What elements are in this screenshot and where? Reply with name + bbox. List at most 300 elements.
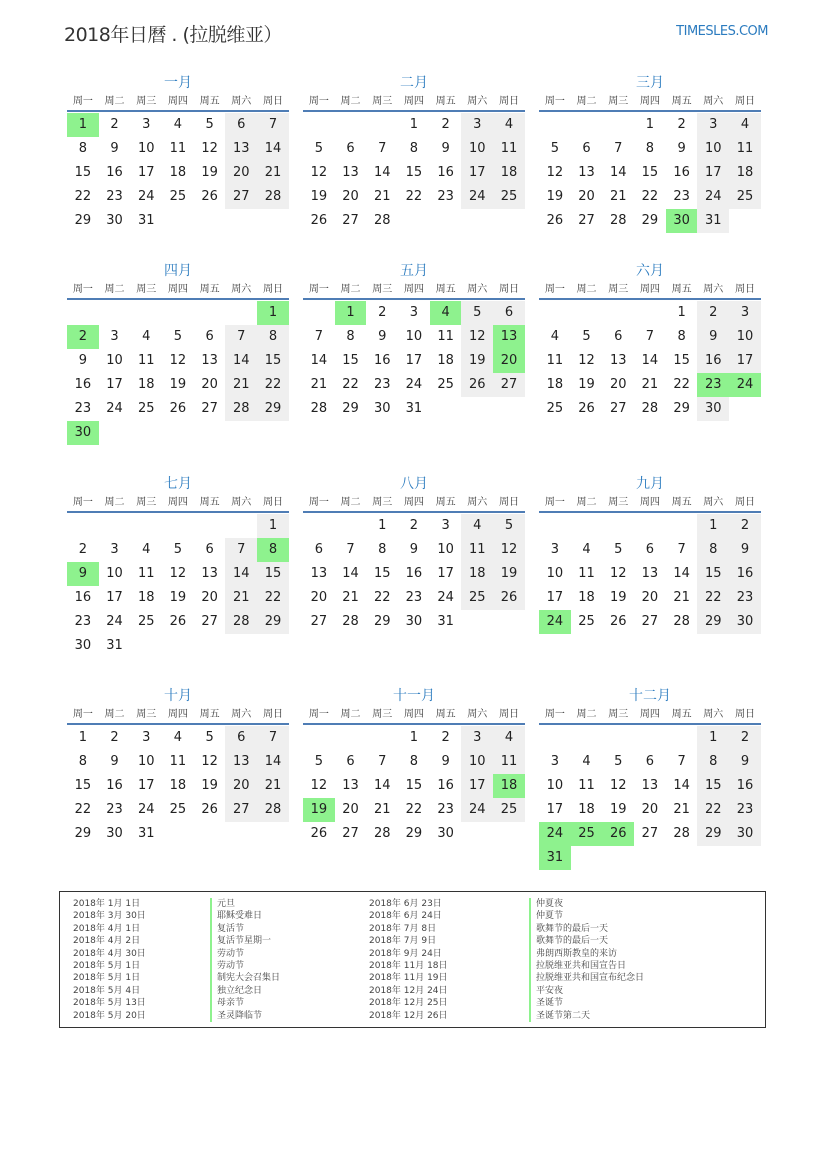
day-cell: 22 xyxy=(673,377,690,392)
day-cell: 17 xyxy=(106,377,123,392)
day-cell: 16 xyxy=(74,590,92,605)
month-12 xyxy=(539,685,761,870)
holiday-name: 歌舞节的最后一天 xyxy=(529,923,644,935)
empty-cell xyxy=(194,822,226,846)
week-row xyxy=(303,325,525,349)
week-row xyxy=(539,301,761,325)
day-cell: 25 xyxy=(493,185,525,209)
day-cell: 13 xyxy=(225,750,257,774)
month-title: 二月 xyxy=(400,75,428,91)
day-cell: 10 xyxy=(546,778,564,793)
day-cell: 4 xyxy=(173,730,183,745)
empty-cell xyxy=(335,514,367,538)
month-9 xyxy=(539,473,761,634)
weekday-label: 周二 xyxy=(340,96,361,107)
empty-cell xyxy=(162,421,194,445)
empty-cell xyxy=(666,514,698,538)
weekday-header xyxy=(303,707,525,725)
day-cell: 18 xyxy=(137,377,155,392)
weekday-label: 周三 xyxy=(136,497,157,508)
day-cell: 18 xyxy=(578,802,595,817)
day-cell: 24 xyxy=(106,401,123,416)
day-cell: 3 xyxy=(142,117,151,132)
day-cell: 22 xyxy=(257,373,289,397)
empty-cell xyxy=(257,421,289,445)
holiday-day-cell: 25 xyxy=(571,822,603,846)
day-cell: 16 xyxy=(437,778,454,793)
week-row xyxy=(539,750,761,774)
empty-cell xyxy=(225,421,257,445)
day-cell: 6 xyxy=(205,329,214,344)
empty-cell xyxy=(130,421,162,445)
empty-cell xyxy=(303,726,335,750)
weekday-label: 周六 xyxy=(467,709,488,720)
holiday-day-cell: 1 xyxy=(257,301,289,325)
empty-cell xyxy=(430,209,462,233)
day-cell: 15 xyxy=(74,165,92,180)
day-cell: 3 xyxy=(110,542,119,557)
weekday-label: 周一 xyxy=(544,497,565,508)
week-row xyxy=(303,822,525,846)
day-cell: 12 xyxy=(310,165,328,180)
day-cell: 11 xyxy=(137,566,155,581)
holiday-day-cell: 19 xyxy=(303,798,335,822)
day-cell: 3 xyxy=(697,113,729,137)
weekday-label: 周五 xyxy=(671,96,692,107)
holiday-name: 劳动节 xyxy=(210,948,280,960)
day-cell: 7 xyxy=(378,754,387,769)
day-cell: 29 xyxy=(697,610,729,634)
day-cell: 10 xyxy=(106,353,123,368)
day-cell: 3 xyxy=(110,329,119,344)
week-row xyxy=(67,586,289,610)
weekday-header xyxy=(539,282,761,300)
day-cell: 4 xyxy=(142,329,151,344)
week-row xyxy=(303,161,525,185)
day-cell: 28 xyxy=(373,826,391,841)
weekday-label: 周二 xyxy=(340,284,361,295)
day-cell: 3 xyxy=(409,305,419,320)
day-cell: 7 xyxy=(225,325,257,349)
week-row xyxy=(67,209,289,233)
holiday-date: 2018年 12月 25日 xyxy=(369,998,448,1009)
day-cell: 18 xyxy=(169,778,187,793)
day-cell: 17 xyxy=(546,802,564,817)
weekday-header xyxy=(303,495,525,513)
day-cell: 13 xyxy=(641,778,659,793)
day-cell: 7 xyxy=(677,754,686,769)
week-row xyxy=(303,798,525,822)
day-cell: 15 xyxy=(257,562,289,586)
day-cell: 11 xyxy=(493,137,525,161)
empty-cell xyxy=(225,634,257,658)
weekday-label: 周二 xyxy=(104,96,125,107)
day-cell: 6 xyxy=(645,542,655,557)
day-cell: 28 xyxy=(342,614,359,629)
month-title: 九月 xyxy=(636,476,664,492)
weekday-label: 周二 xyxy=(104,709,125,720)
day-cell: 12 xyxy=(609,778,627,793)
weekday-label: 周三 xyxy=(608,497,629,508)
empty-cell xyxy=(335,726,367,750)
day-cell: 5 xyxy=(173,329,183,344)
day-cell: 30 xyxy=(437,826,454,841)
month-title: 十一月 xyxy=(393,688,435,704)
day-cell: 15 xyxy=(641,165,659,180)
weekday-label: 周三 xyxy=(136,709,157,720)
empty-cell xyxy=(634,514,666,538)
day-cell: 26 xyxy=(609,614,627,629)
day-cell: 9 xyxy=(441,141,450,156)
day-cell: 26 xyxy=(169,614,187,629)
day-cell: 11 xyxy=(578,566,595,581)
day-cell: 30 xyxy=(697,397,729,421)
day-cell: 27 xyxy=(225,798,257,822)
day-cell: 18 xyxy=(169,165,187,180)
empty-cell xyxy=(398,209,430,233)
day-cell: 15 xyxy=(373,566,391,581)
weekday-label: 周六 xyxy=(703,96,724,107)
day-cell: 19 xyxy=(310,189,328,204)
empty-cell xyxy=(257,634,289,658)
day-cell: 13 xyxy=(201,353,218,368)
day-cell: 1 xyxy=(409,117,419,132)
empty-cell xyxy=(194,514,226,538)
day-cell: 3 xyxy=(461,113,493,137)
day-cell: 12 xyxy=(546,165,564,180)
holiday-list xyxy=(59,891,766,1028)
weekday-header xyxy=(67,94,289,112)
day-cell: 12 xyxy=(169,566,187,581)
weekday-label: 周日 xyxy=(498,96,519,107)
weekday-label: 周一 xyxy=(308,284,329,295)
day-cell: 12 xyxy=(578,353,595,368)
month-title: 一月 xyxy=(164,75,192,91)
week-row xyxy=(67,137,289,161)
week-row xyxy=(539,137,761,161)
day-cell: 25 xyxy=(437,377,454,392)
month-title: 五月 xyxy=(400,263,428,279)
week-row xyxy=(539,325,761,349)
empty-cell xyxy=(697,846,729,870)
weekday-label: 周五 xyxy=(435,96,456,107)
day-cell: 2 xyxy=(729,726,761,750)
day-cell: 25 xyxy=(546,401,564,416)
holiday-date: 2018年 5月 4日 xyxy=(73,985,141,996)
weekday-header xyxy=(67,282,289,300)
day-cell: 9 xyxy=(441,754,450,769)
day-cell: 9 xyxy=(110,141,119,156)
day-cell: 4 xyxy=(461,514,493,538)
day-cell: 9 xyxy=(729,538,761,562)
week-row xyxy=(67,634,289,658)
day-cell: 28 xyxy=(225,397,257,421)
day-cell: 15 xyxy=(257,349,289,373)
day-cell: 18 xyxy=(546,377,564,392)
day-cell: 9 xyxy=(110,754,119,769)
day-cell: 23 xyxy=(405,590,423,605)
day-cell: 21 xyxy=(310,377,328,392)
day-cell: 20 xyxy=(201,377,218,392)
day-cell: 28 xyxy=(641,401,659,416)
day-cell: 17 xyxy=(137,778,155,793)
weekday-label: 周四 xyxy=(403,284,424,295)
day-cell: 22 xyxy=(405,189,423,204)
empty-cell xyxy=(571,301,603,325)
holiday-date: 2018年 3月 30日 xyxy=(73,911,146,922)
weekday-label: 周五 xyxy=(199,284,220,295)
day-cell: 17 xyxy=(546,590,564,605)
weekday-label: 周三 xyxy=(608,709,629,720)
day-cell: 12 xyxy=(493,538,525,562)
day-cell: 22 xyxy=(373,590,391,605)
month-8 xyxy=(303,473,525,634)
day-cell: 10 xyxy=(137,141,155,156)
day-cell: 28 xyxy=(673,614,690,629)
week-row xyxy=(67,325,289,349)
weekday-label: 周四 xyxy=(639,284,660,295)
weekday-label: 周六 xyxy=(467,284,488,295)
day-cell: 12 xyxy=(169,353,187,368)
day-cell: 11 xyxy=(546,353,564,368)
day-cell: 17 xyxy=(437,566,454,581)
day-cell: 8 xyxy=(346,329,355,344)
day-cell: 13 xyxy=(641,566,659,581)
day-cell: 22 xyxy=(74,802,92,817)
day-cell: 11 xyxy=(729,137,761,161)
weekday-header xyxy=(67,495,289,513)
day-cell: 27 xyxy=(342,826,359,841)
day-cell: 27 xyxy=(201,401,218,416)
empty-cell xyxy=(162,822,194,846)
day-cell: 20 xyxy=(641,590,659,605)
day-cell: 25 xyxy=(137,401,155,416)
weekday-label: 周四 xyxy=(639,497,660,508)
day-cell: 23 xyxy=(106,189,123,204)
weekday-label: 周二 xyxy=(340,497,361,508)
day-cell: 14 xyxy=(673,566,690,581)
weekday-header xyxy=(67,707,289,725)
day-cell: 21 xyxy=(257,774,289,798)
empty-cell xyxy=(571,726,603,750)
day-cell: 23 xyxy=(729,586,761,610)
empty-cell xyxy=(634,726,666,750)
day-cell: 26 xyxy=(310,826,328,841)
day-cell: 1 xyxy=(378,518,387,533)
weekday-label: 周三 xyxy=(608,284,629,295)
weekday-label: 周日 xyxy=(734,497,755,508)
empty-cell xyxy=(366,113,398,137)
weekday-label: 周四 xyxy=(403,709,424,720)
month-5 xyxy=(303,260,525,421)
day-cell: 21 xyxy=(225,373,257,397)
day-cell: 9 xyxy=(78,353,87,368)
day-cell: 22 xyxy=(342,377,359,392)
holiday-name: 仲夏夜 xyxy=(529,898,644,910)
day-cell: 14 xyxy=(225,562,257,586)
weekday-label: 周六 xyxy=(231,497,252,508)
day-cell: 6 xyxy=(346,141,355,156)
day-cell: 23 xyxy=(437,189,454,204)
day-cell: 5 xyxy=(314,754,323,769)
day-cell: 28 xyxy=(609,213,627,228)
weekday-label: 周五 xyxy=(199,709,220,720)
weekday-label: 周六 xyxy=(703,709,724,720)
day-cell: 7 xyxy=(614,141,623,156)
weekday-label: 周三 xyxy=(372,284,393,295)
weekday-label: 周一 xyxy=(544,284,565,295)
empty-cell xyxy=(729,209,761,233)
day-cell: 1 xyxy=(645,117,655,132)
day-cell: 3 xyxy=(550,754,559,769)
empty-cell xyxy=(493,822,525,846)
week-row xyxy=(67,726,289,750)
day-cell: 31 xyxy=(137,213,155,228)
day-cell: 19 xyxy=(201,778,218,793)
weekday-label: 周三 xyxy=(136,96,157,107)
day-cell: 30 xyxy=(74,638,92,653)
day-cell: 14 xyxy=(673,778,690,793)
empty-cell xyxy=(194,634,226,658)
day-cell: 11 xyxy=(578,778,595,793)
site-name[interactable]: TIMESLES.COM xyxy=(676,24,768,39)
holiday-day-cell: 24 xyxy=(729,373,761,397)
day-cell: 18 xyxy=(578,590,595,605)
day-cell: 30 xyxy=(405,614,423,629)
empty-cell xyxy=(729,397,761,421)
holiday-day-cell: 8 xyxy=(257,538,289,562)
empty-cell xyxy=(67,514,99,538)
month-4 xyxy=(67,260,289,445)
day-cell: 16 xyxy=(729,562,761,586)
day-cell: 29 xyxy=(74,213,92,228)
day-cell: 9 xyxy=(697,325,729,349)
empty-cell xyxy=(67,301,99,325)
weekday-label: 周三 xyxy=(372,96,393,107)
day-cell: 16 xyxy=(437,165,454,180)
day-cell: 19 xyxy=(609,590,627,605)
week-row xyxy=(67,538,289,562)
day-cell: 13 xyxy=(342,165,359,180)
day-cell: 20 xyxy=(578,189,595,204)
holiday-date: 2018年 12月 24日 xyxy=(369,985,448,996)
day-cell: 22 xyxy=(697,586,729,610)
day-cell: 24 xyxy=(461,185,493,209)
day-cell: 3 xyxy=(142,730,151,745)
weekday-label: 周一 xyxy=(72,709,93,720)
empty-cell xyxy=(99,421,131,445)
day-cell: 4 xyxy=(582,754,591,769)
month-title: 七月 xyxy=(164,476,192,492)
empty-cell xyxy=(225,514,257,538)
day-cell: 16 xyxy=(74,377,92,392)
day-cell: 27 xyxy=(493,373,525,397)
weekday-label: 周三 xyxy=(372,709,393,720)
day-cell: 15 xyxy=(697,774,729,798)
day-cell: 10 xyxy=(546,566,564,581)
week-row xyxy=(67,113,289,137)
week-row xyxy=(303,586,525,610)
empty-cell xyxy=(303,514,335,538)
day-cell: 25 xyxy=(493,798,525,822)
month-title: 三月 xyxy=(636,75,664,91)
day-cell: 23 xyxy=(74,614,92,629)
day-cell: 23 xyxy=(437,802,454,817)
day-cell: 2 xyxy=(409,518,419,533)
day-cell: 2 xyxy=(78,542,87,557)
day-cell: 26 xyxy=(461,373,493,397)
empty-cell xyxy=(162,301,194,325)
day-cell: 20 xyxy=(201,590,218,605)
page-title: 2018年日曆 . (拉脱维亚） xyxy=(64,24,282,46)
day-cell: 24 xyxy=(461,798,493,822)
day-cell: 16 xyxy=(106,778,123,793)
day-cell: 7 xyxy=(645,329,655,344)
day-cell: 6 xyxy=(205,542,214,557)
holiday-day-cell: 30 xyxy=(666,209,698,233)
weekday-label: 周日 xyxy=(262,497,283,508)
day-cell: 29 xyxy=(697,822,729,846)
day-cell: 20 xyxy=(225,774,257,798)
empty-cell xyxy=(225,822,257,846)
day-cell: 6 xyxy=(225,726,257,750)
day-cell: 15 xyxy=(405,165,423,180)
day-cell: 10 xyxy=(461,137,493,161)
empty-cell xyxy=(366,726,398,750)
weekday-label: 周五 xyxy=(671,709,692,720)
holiday-name: 圣诞节第二天 xyxy=(529,1010,644,1022)
weekday-label: 周二 xyxy=(104,497,125,508)
day-cell: 15 xyxy=(342,353,359,368)
week-row xyxy=(539,562,761,586)
week-row xyxy=(303,726,525,750)
day-cell: 29 xyxy=(257,397,289,421)
weekday-label: 周日 xyxy=(498,497,519,508)
empty-cell xyxy=(602,726,634,750)
weekday-label: 周四 xyxy=(167,96,188,107)
day-cell: 1 xyxy=(257,514,289,538)
day-cell: 6 xyxy=(614,329,623,344)
day-cell: 14 xyxy=(609,165,627,180)
day-cell: 24 xyxy=(697,185,729,209)
day-cell: 4 xyxy=(729,113,761,137)
day-cell: 9 xyxy=(677,141,686,156)
day-cell: 14 xyxy=(373,165,391,180)
day-cell: 19 xyxy=(578,377,595,392)
month-title: 十月 xyxy=(164,688,192,704)
day-cell: 6 xyxy=(346,754,355,769)
empty-cell xyxy=(539,301,571,325)
week-row xyxy=(303,137,525,161)
weekday-header xyxy=(303,94,525,112)
empty-cell xyxy=(194,421,226,445)
holiday-date: 2018年 7月 9日 xyxy=(369,936,437,947)
month-title: 十二月 xyxy=(629,688,671,704)
day-cell: 8 xyxy=(697,538,729,562)
day-cell: 14 xyxy=(257,137,289,161)
holiday-date: 2018年 5月 20日 xyxy=(73,1010,146,1021)
day-cell: 28 xyxy=(310,401,328,416)
weekday-label: 周二 xyxy=(576,96,597,107)
day-cell: 10 xyxy=(729,325,761,349)
day-cell: 30 xyxy=(106,213,123,228)
weekday-label: 周五 xyxy=(671,284,692,295)
day-cell: 7 xyxy=(225,538,257,562)
day-cell: 12 xyxy=(609,566,627,581)
day-cell: 31 xyxy=(697,209,729,233)
day-cell: 27 xyxy=(641,826,659,841)
day-cell: 27 xyxy=(641,614,659,629)
